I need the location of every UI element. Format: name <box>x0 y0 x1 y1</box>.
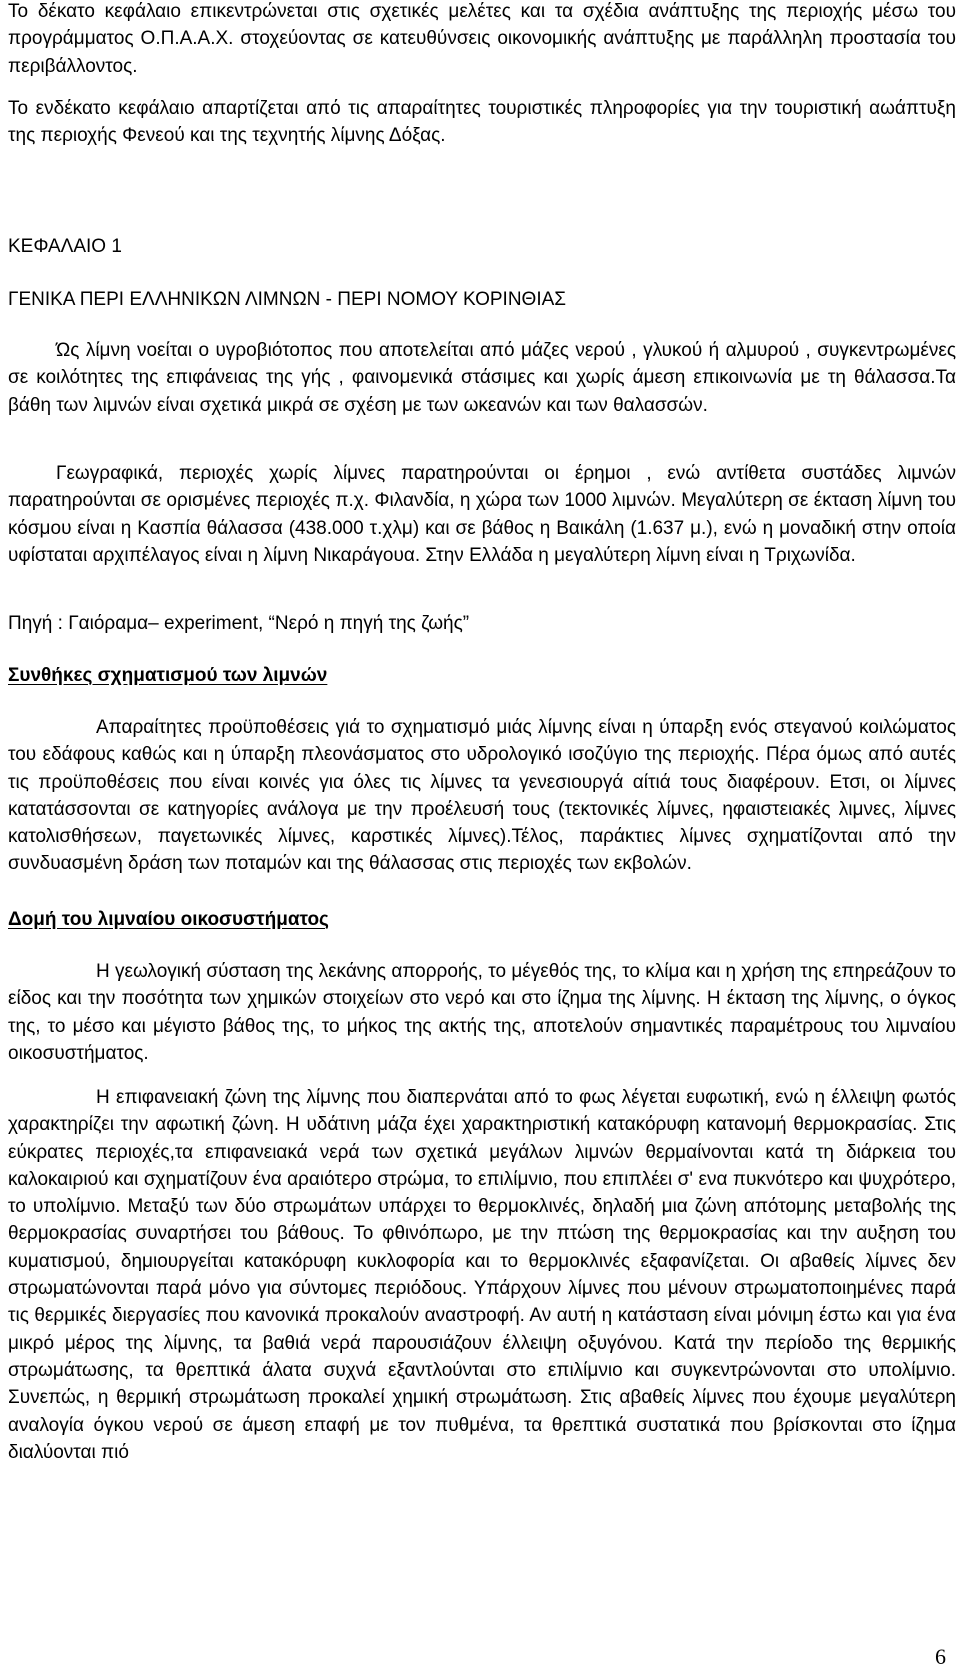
paragraph-chapter-eleven-summary: Το ενδέκατο κεφάλαιο απαρτίζεται από τις απαραίτητες τουριστικές πληροφορίες για την τουριστική αωάπτυξη της περιοχής Φενεού και της τεχνητής λίμνης Δόξας. <box>8 98 956 147</box>
paragraph-lake-geography: Γεωγραφικά, περιοχές χωρίς λίμνες παρατηρούνται οι έρημοι , ενώ αντίθετα συστάδες λιμνών παρατηρούνται σε ορισμένες περιοχές π.χ. Φιλανδία, η χώρα των 1000 λιμνών. Μεγαλύτερη σε έκταση λίμνη του κόσμου είναι η Κασπία θάλασσα (438.000 τ.χλμ) και σε βάθος η Βαικάλη (1.637 μ.), ενώ η μοναδική στην οποία υφίσταται αρχιπέλαγος είναι η λίμνη Νικαράγουα. Στην Ελλάδα η μεγαλύτερη λίμνη είναι η Τριχωνίδα. <box>8 463 956 566</box>
chapter-title-heading: ΓΕΝΙΚΑ ΠΕΡΙ ΕΛΛΗΝΙΚΩΝ ΛΙΜΝΩΝ - ΠΕΡΙ ΝΟΜΟΥ ΚΟΡΙΝΘΙΑΣ <box>8 289 567 310</box>
page-number: 6 <box>935 1644 946 1669</box>
section-heading-ecosystem-structure: Δομή του λιμναίου οικοσυστήματος <box>8 909 329 930</box>
paragraph-formation-conditions: Απαραίτητες προϋποθέσεις γιά το σχηματισμό μιάς λίμνης είναι η ύπαρξη ενός στεγανού κοιλώματος του εδάφους καθώς και η ύπαρξη πλεονάσματος στο υδρολογικό ισοζύγιο της περιοχής. Πέρα όμως από αυτές τις προϋποθέσεις που είναι κοινές για όλες τις λίμνες τα γενεσιουργά αίτιά τους διαφέρουν. Ετσι, οι λίμνες κατατάσσονται σε κατηγορίες ανάλογα με την προέλευσή τους (τεκτονικές λίμνες, ηφαιστειακές λιμνες, λίμνες κατολισθήσεων, παγετωνικές λίμνες, καρστικές λίμνες).Τέλος, παράκτιες λίμνες σχηματίζονται από την συνδυασμένη δράση των ποταμών και της θάλασσας στις περιοχές των εκβολών. <box>8 717 956 875</box>
paragraph-ecosystem-geology: Η γεωλογική σύσταση της λεκάνης απορροής, το μέγεθός της, το κλίμα και η χρήση της επηρεάζουν το είδος και την ποσότητα των χημικών στοιχείων στο νερό και στο ίζημα της λίμνης. Η έκταση της λίμνης, ο όγκος της, το μέσο και μέγιστο βάθος της, το μήκος της ακτής της, αποτελούν σημαντικές παραμέτρους του λιμναίου οικοσυστήματος. <box>8 961 956 1064</box>
chapter-number-heading: ΚΕΦΑΛΑΙΟ 1 <box>8 236 122 257</box>
paragraph-lake-definition: Ώς λίμνη νοείται ο υγροβιότοπος που αποτελείται από μάζες νερού , γλυκού ή αλμυρού , συγκεντρωμένες σε κοιλότητες της επιφάνειας της γής , φαινομενικά στάσιμες και χωρίς άμεση επικοινωνία με τη θάλασσα.Τα βάθη των λιμνών είναι σχετικά μικρά σε σχέση με των ωκεανών και των θαλασσών. <box>8 340 956 416</box>
paragraph-chapter-ten-summary: Το δέκατο κεφάλαιο επικεντρώνεται στις σχετικές μελέτες και τα σχέδια ανάπτυξης της περιοχής μέσω του προγράμματος Ο.Π.Α.Α.Χ. στοχεύοντας σε κατευθύνσεις οικονομικής ανάπτυξης με παράλληλη προστασία του περιβάλλοντος. <box>8 1 956 77</box>
paragraph-thermal-stratification: Η επιφανειακή ζώνη της λίμνης που διαπερνάται από το φως λέγεται ευφωτική, ενώ η έλλειψη φωτός χαρακτηρίζει την αφωτική ζώνη. Η υδάτινη μάζα έχει χαρακτηριστική κατακόρυφη κατανομή θερμοκρασίας. Στις εύκρατες περιοχές,τα επιφανειακά νερά των σχετικά μεγάλων λιμνών θερμαίνονται κατά τη διάρκεια του καλοκαιριού και σχηματίζουν ένα αραιότερο στρώμα, το επιλίμνιο, που επιπλέει σ' ενα πυκνότερο και ψυχρότερο, το υπολίμνιο. Μεταξύ των δύο στρωμάτων υπάρχει το θερμοκλινές, δηλαδή μια ζώνη απότομης μεταβολής της θερμοκρασίας συναρτήσει του βάθους. Το φθινόπωρο, με την πτώση της θερμοκρασίας και την αυξηση του κυματισμού, δημιουργείται κατακόρυφη κυκλοφορία και το θερμοκλινές εξαφανίζεται. Οι αβαθείς λίμνες δεν στρωματώνονται παρά μόνο για σύντομες περιόδους. Υπάρχουν λίμνες που μένουν στρωματοποιημένες παρά τις θερμικές διεργασίες που κανονικά προκαλούν αναστροφή. Αν αυτή η κατάσταση είναι μόνιμη έστω και για ένα μικρό μέρος της λίμνης, τα βαθιά νερά παρουσιάζουν έλλειψη οξυγόνου. Κατά την περίοδο της θερμικής στρωμάτωσης, τα θρεπτικά άλατα συχνά εξαντλούνται στο επιλίμνιο και συγκεντρώνονται στο υπολίμνιο. Συνεπώς, η θερμική στρωμάτωση προκαλεί χημική στρωμάτωση. Στις αβαθείς λίμνες που έχουμε μεγαλύτερη αναλογία όγκου νερού σε άμεση επαφή με τον πυθμένα, τα θρεπτικά συστατικά που βρίσκονται στο ίζημα διαλύονται πιό <box>8 1087 956 1463</box>
section-heading-formation: Συνθήκες σχηματισμού των λιμνών <box>8 665 328 686</box>
source-citation: Πηγή : Γαιόραμα– experiment, “Νερό η πηγή της ζωής” <box>8 613 470 634</box>
